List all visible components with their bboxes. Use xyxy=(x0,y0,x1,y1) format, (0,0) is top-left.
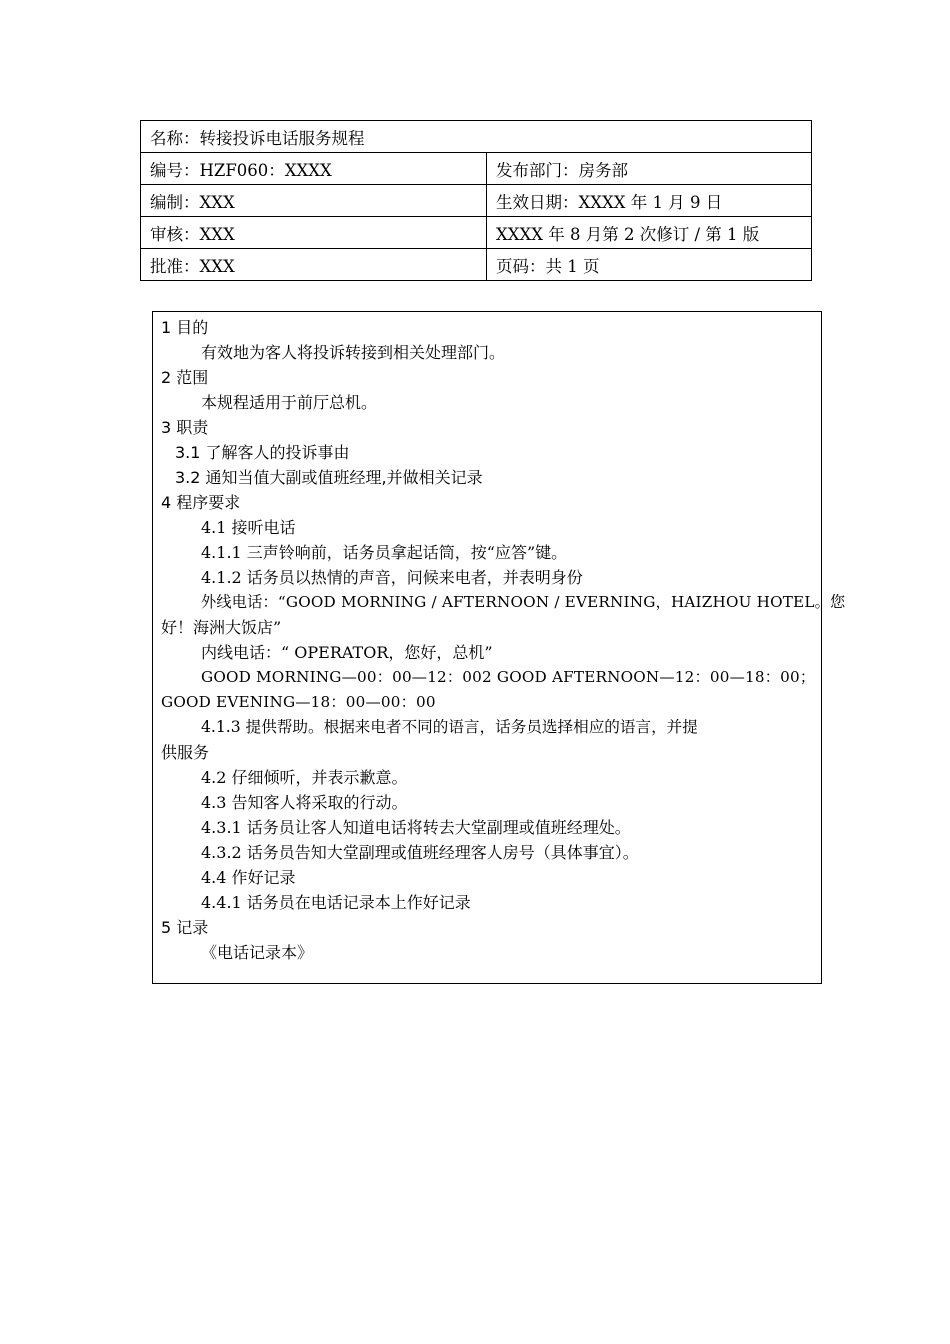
item-4-2: 4.2 仔细倾听，并表示歉意。 xyxy=(201,768,408,787)
section-2-text: 本规程适用于前厅总机。 xyxy=(201,393,378,412)
effective-date: 生效日期：XXXX 年 1 月 9 日 xyxy=(487,185,812,217)
item-4-1-3-line-2: 供服务 xyxy=(161,743,210,762)
header-row-3 xyxy=(141,185,812,217)
document-code: 编号：HZF060：XXXX xyxy=(141,153,487,185)
item-4-1: 4.1 接听电话 xyxy=(201,518,296,537)
section-3-heading: 3 职责 xyxy=(161,418,209,437)
name-label: 名称： xyxy=(150,128,200,148)
inside-call-greeting: 内线电话：“ OPERATOR，您好，总机” xyxy=(201,643,493,662)
section-1-heading: 1 目的 xyxy=(161,318,209,337)
header-row-5 xyxy=(141,249,812,281)
item-3-1: 3.1 了解客人的投诉事由 xyxy=(175,443,350,462)
compiled-by: 编制：XXX xyxy=(141,185,487,217)
greeting-times-line-2: GOOD EVENING—18：00—00：00 xyxy=(161,693,436,711)
item-3-2: 3.2 通知当值大副或值班经理,并做相关记录 xyxy=(175,468,483,487)
section-5-heading: 5 记录 xyxy=(161,918,209,937)
item-4-4-1: 4.4.1 话务员在电话记录本上作好记录 xyxy=(201,893,471,912)
item-4-1-1: 4.1.1 三声铃响前，话务员拿起话筒，按“应答”键。 xyxy=(201,543,568,562)
outside-call-greeting-line-1: 外线电话：“GOOD MORNING / AFTERNOON / EVERNING，HAIZHOU HOTEL。您 xyxy=(201,593,846,611)
greeting-times-line-1: GOOD MORNING—00：00—12：002 GOOD AFTERNOON—12：00—18：00； xyxy=(201,668,816,686)
document-title-cell xyxy=(141,121,812,153)
page-count: 页码：共 1 页 xyxy=(487,249,812,281)
item-4-3: 4.3 告知客人将采取的行动。 xyxy=(201,793,408,812)
header-row-title xyxy=(141,121,812,153)
revision-info: XXXX 年 8 月第 2 次修订 / 第 1 版 xyxy=(487,217,812,249)
header-row-4 xyxy=(141,217,812,249)
item-4-4: 4.4 作好记录 xyxy=(201,868,296,887)
section-1-text: 有效地为客人将投诉转接到相关处理部门。 xyxy=(201,343,506,362)
reviewed-by: 审核：XXX xyxy=(141,217,487,249)
item-4-3-1: 4.3.1 话务员让客人知道电话将转去大堂副理或值班经理处。 xyxy=(201,818,631,837)
section-2-heading: 2 范围 xyxy=(161,368,209,387)
header-row-2 xyxy=(141,153,812,185)
issuing-department: 发布部门：房务部 xyxy=(487,153,812,185)
document-title: 转接投诉电话服务规程 xyxy=(199,128,365,148)
item-4-3-2: 4.3.2 话务员告知大堂副理或值班经理客人房号（具体事宜）。 xyxy=(201,843,639,862)
approved-by: 批准：XXX xyxy=(141,249,487,281)
item-4-1-3-line-1: 4.1.3 提供帮助。根据来电者不同的语言，话务员选择相应的语言，并提 xyxy=(201,718,698,736)
section-4-heading: 4 程序要求 xyxy=(161,493,241,512)
item-4-1-2: 4.1.2 话务员以热情的声音，问候来电者，并表明身份 xyxy=(201,568,583,587)
section-5-text: 《电话记录本》 xyxy=(201,943,314,962)
outside-call-greeting-line-2: 好！海洲大饭店” xyxy=(161,618,282,637)
document-header-table xyxy=(140,120,812,281)
procedure-body xyxy=(152,311,846,984)
